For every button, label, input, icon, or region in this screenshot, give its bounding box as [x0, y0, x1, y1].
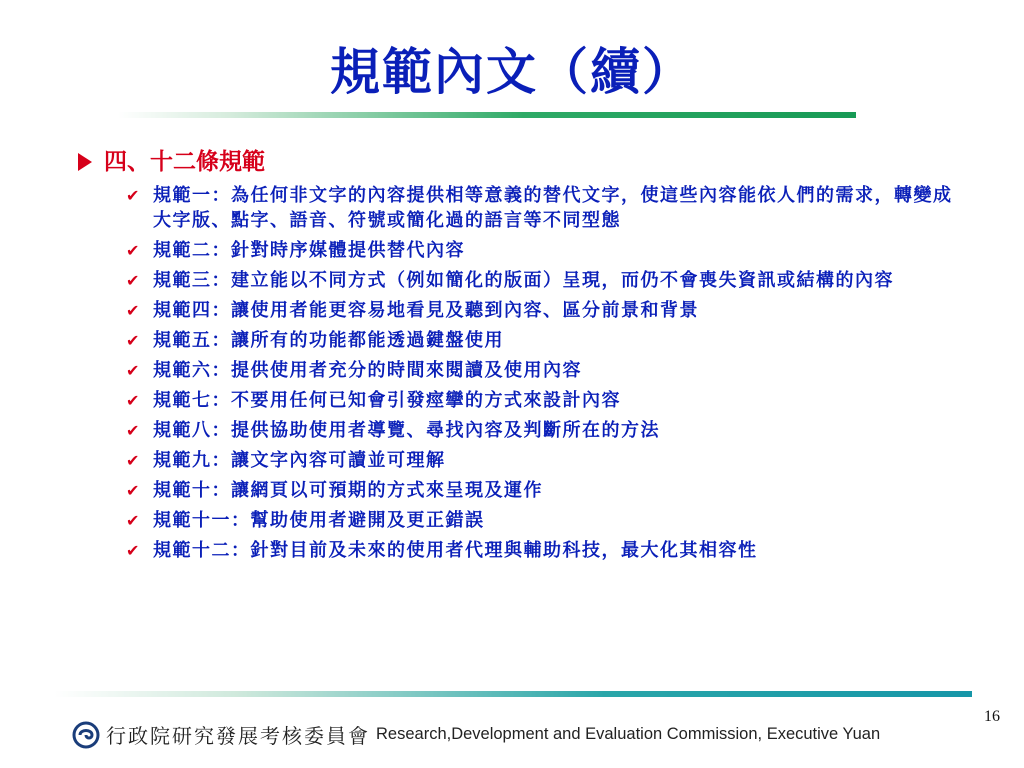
list-item — [124, 389, 958, 414]
list-item-text: 規範七：不要用任何已知會引發痙攣的方式來設計內容 — [153, 389, 621, 411]
list-item-text: 規範十二：針對目前及未來的使用者代理與輔助科技，最大化其相容性 — [153, 539, 758, 561]
list-item-text: 規範十：讓網頁以可預期的方式來呈現及運作 — [153, 479, 543, 501]
section-heading: 四、十二條規範 — [104, 148, 265, 175]
check-icon: ✔ — [126, 480, 141, 500]
check-icon: ✔ — [126, 510, 141, 530]
check-icon: ✔ — [126, 360, 141, 380]
list-item-text: 規範五：讓所有的功能都能透過鍵盤使用 — [153, 329, 504, 351]
check-icon: ✔ — [126, 186, 141, 205]
arrow-icon — [78, 153, 92, 171]
list-item — [124, 419, 958, 444]
footer-divider — [54, 691, 972, 697]
list-item-text: 規範十一：幫助使用者避開及更正錯誤 — [153, 509, 485, 531]
list-item-text: 規範九：讓文字內容可讀並可理解 — [153, 449, 446, 471]
check-icon: ✔ — [126, 450, 141, 470]
list-item — [124, 509, 958, 534]
org-name-en: Research,Development and Evaluation Commission, Executive Yuan — [376, 725, 881, 743]
list-item — [124, 239, 958, 264]
list-item — [124, 184, 958, 233]
list-item-text: 規範一：為任何非文字的內容提供相等意義的替代文字，使這些內容能依人們的需求，轉變成大字版、點字、語音、符號或簡化過的語言等不同型態 — [153, 185, 953, 231]
list-item-text: 規範四：讓使用者能更容易地看見及聽到內容、區分前景和背景 — [153, 299, 699, 321]
list-item-text: 規範八：提供協助使用者導覽、尋找內容及判斷所在的方法 — [153, 419, 660, 441]
list-item — [124, 479, 958, 504]
check-icon: ✔ — [126, 330, 141, 350]
list-item — [124, 359, 958, 384]
list-item — [124, 269, 958, 294]
org-name-zh: 行政院研究發展考核委員會 — [106, 724, 370, 748]
page-number: 16 — [984, 708, 1000, 725]
slide-title: 規範內文（續） — [330, 42, 694, 101]
list-item — [124, 299, 958, 324]
logo-icon — [72, 721, 100, 749]
check-icon: ✔ — [126, 270, 141, 290]
list-item-text: 規範二：針對時序媒體提供替代內容 — [153, 239, 465, 261]
list-item-text: 規範三：建立能以不同方式（例如簡化的版面）呈現，而仍不會喪失資訊或結構的內容 — [153, 269, 894, 291]
check-icon: ✔ — [126, 240, 141, 260]
list-item — [124, 449, 958, 474]
list-item — [124, 539, 958, 564]
list-item — [124, 329, 958, 354]
check-icon: ✔ — [126, 420, 141, 440]
guideline-list — [78, 184, 958, 563]
footer — [72, 720, 880, 749]
list-item-text: 規範六：提供使用者充分的時間來閱讀及使用內容 — [153, 359, 582, 381]
slide-content — [78, 146, 958, 569]
title-underline — [118, 112, 856, 118]
check-icon: ✔ — [126, 390, 141, 410]
check-icon: ✔ — [126, 540, 141, 560]
check-icon: ✔ — [126, 300, 141, 320]
section-heading-row — [78, 146, 958, 178]
